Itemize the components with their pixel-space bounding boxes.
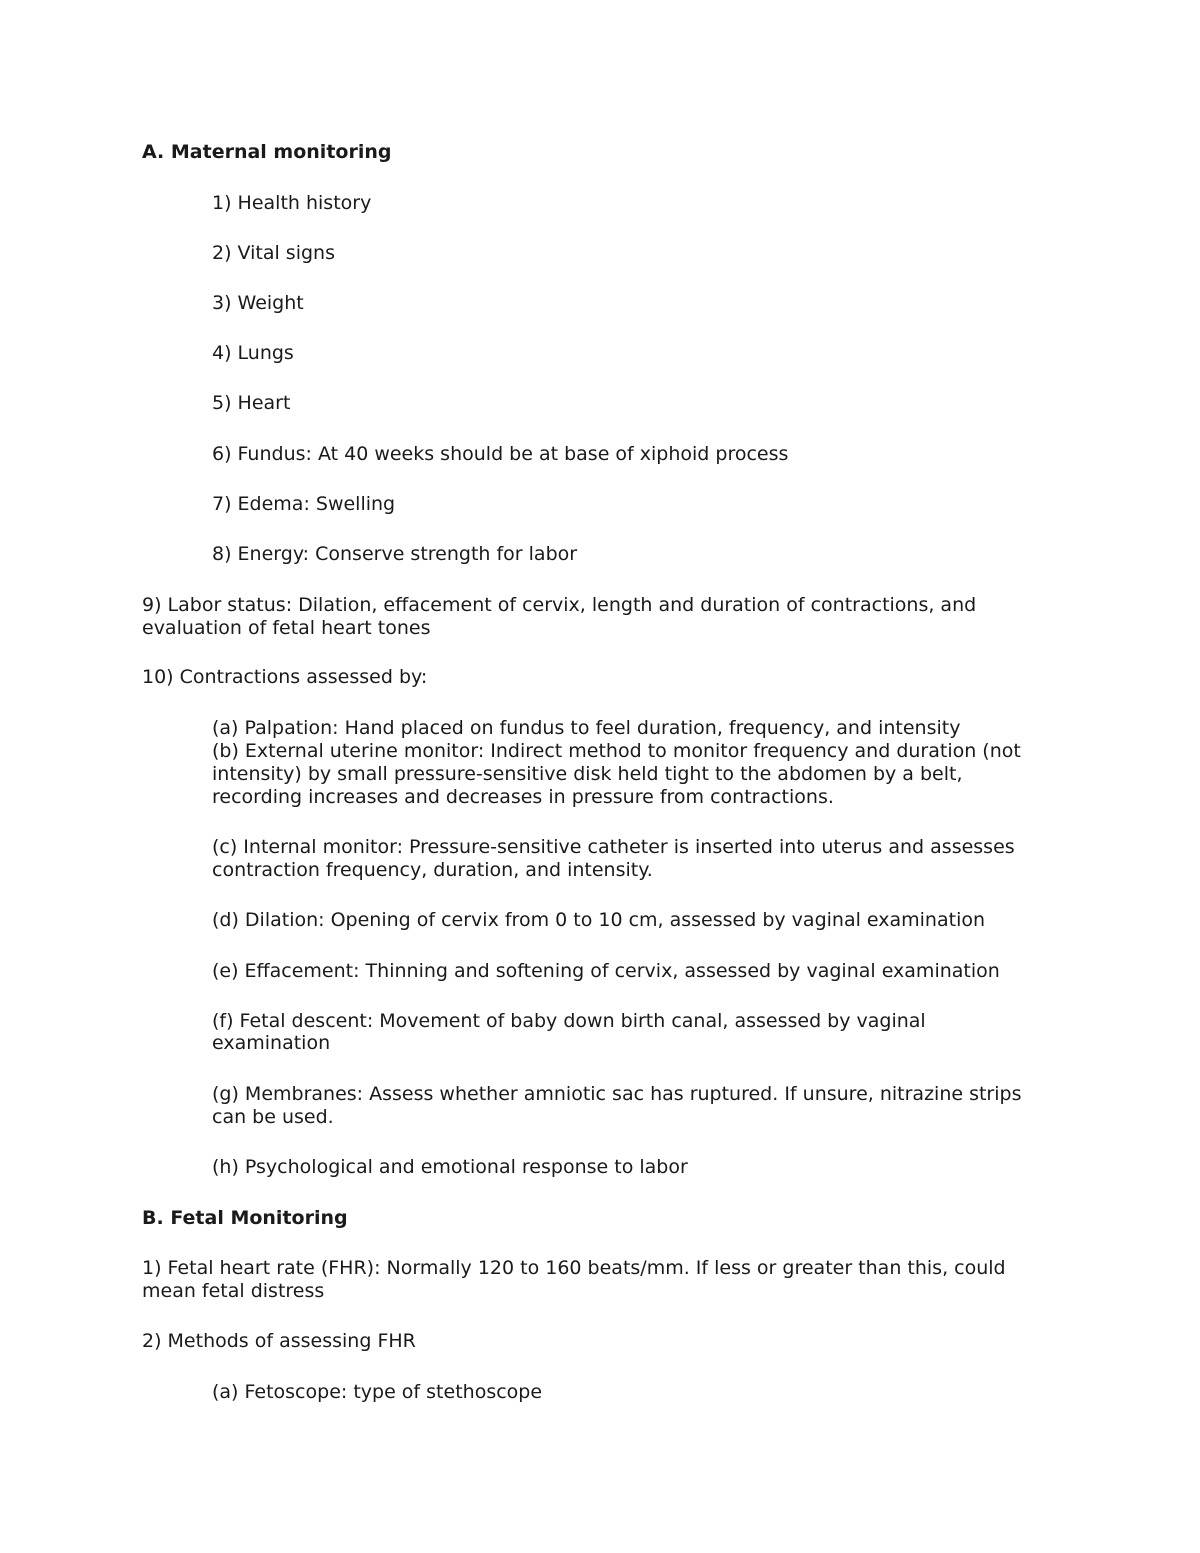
subitem-c-line-1: (c) Internal monitor: Pressure-sensitive catheter is inserted into uterus and assesses	[212, 836, 1015, 858]
fetoscope-item: (a) Fetoscope: type of stethoscope	[212, 1381, 543, 1403]
list-item: 5) Heart	[212, 392, 291, 414]
subitem-f-line-2: examination	[212, 1032, 331, 1054]
subitem-b-line-3: recording increases and decreases in pressure from contractions.	[212, 786, 834, 808]
subitem-a: (a) Palpation: Hand placed on fundus to feel duration, frequency, and intensity	[212, 717, 961, 739]
list-item: 2) Vital signs	[212, 242, 335, 264]
list-item: 6) Fundus: At 40 weeks should be at base of xiphoid process	[212, 443, 789, 465]
labor-status-line-1: 9) Labor status: Dilation, effacement of cervix, length and duration of contractions, and	[142, 594, 977, 616]
fhr-line-2: mean fetal distress	[142, 1280, 325, 1302]
list-item: 1) Health history	[212, 192, 372, 214]
list-item: 3) Weight	[212, 292, 304, 314]
subitem-e: (e) Effacement: Thinning and softening of cervix, assessed by vaginal examination	[212, 960, 1000, 982]
section-a-heading: A. Maternal monitoring	[142, 141, 392, 163]
labor-status-line-2: evaluation of fetal heart tones	[142, 617, 431, 639]
list-item: 7) Edema: Swelling	[212, 493, 396, 515]
subitem-g-line-1: (g) Membranes: Assess whether amniotic sac has ruptured. If unsure, nitrazine strips	[212, 1083, 1022, 1105]
section-b-heading: B. Fetal Monitoring	[142, 1207, 348, 1229]
subitem-f-line-1: (f) Fetal descent: Movement of baby down birth canal, assessed by vaginal	[212, 1010, 926, 1032]
subitem-g-line-2: can be used.	[212, 1106, 334, 1128]
subitem-h: (h) Psychological and emotional response to labor	[212, 1156, 688, 1178]
subitem-b-line-2: intensity) by small pressure-sensitive disk held tight to the abdomen by a belt,	[212, 763, 963, 785]
subitem-b-line-1: (b) External uterine monitor: Indirect method to monitor frequency and duration (not	[212, 740, 1021, 762]
list-item: 8) Energy: Conserve strength for labor	[212, 543, 578, 565]
fhr-line-1: 1) Fetal heart rate (FHR): Normally 120 to 160 beats/mm. If less or greater than this, could	[142, 1257, 1006, 1279]
contractions-heading: 10) Contractions assessed by:	[142, 666, 428, 688]
methods-heading: 2) Methods of assessing FHR	[142, 1330, 416, 1352]
list-item: 4) Lungs	[212, 342, 294, 364]
subitem-d: (d) Dilation: Opening of cervix from 0 to 10 cm, assessed by vaginal examination	[212, 909, 986, 931]
subitem-c-line-2: contraction frequency, duration, and intensity.	[212, 859, 653, 881]
